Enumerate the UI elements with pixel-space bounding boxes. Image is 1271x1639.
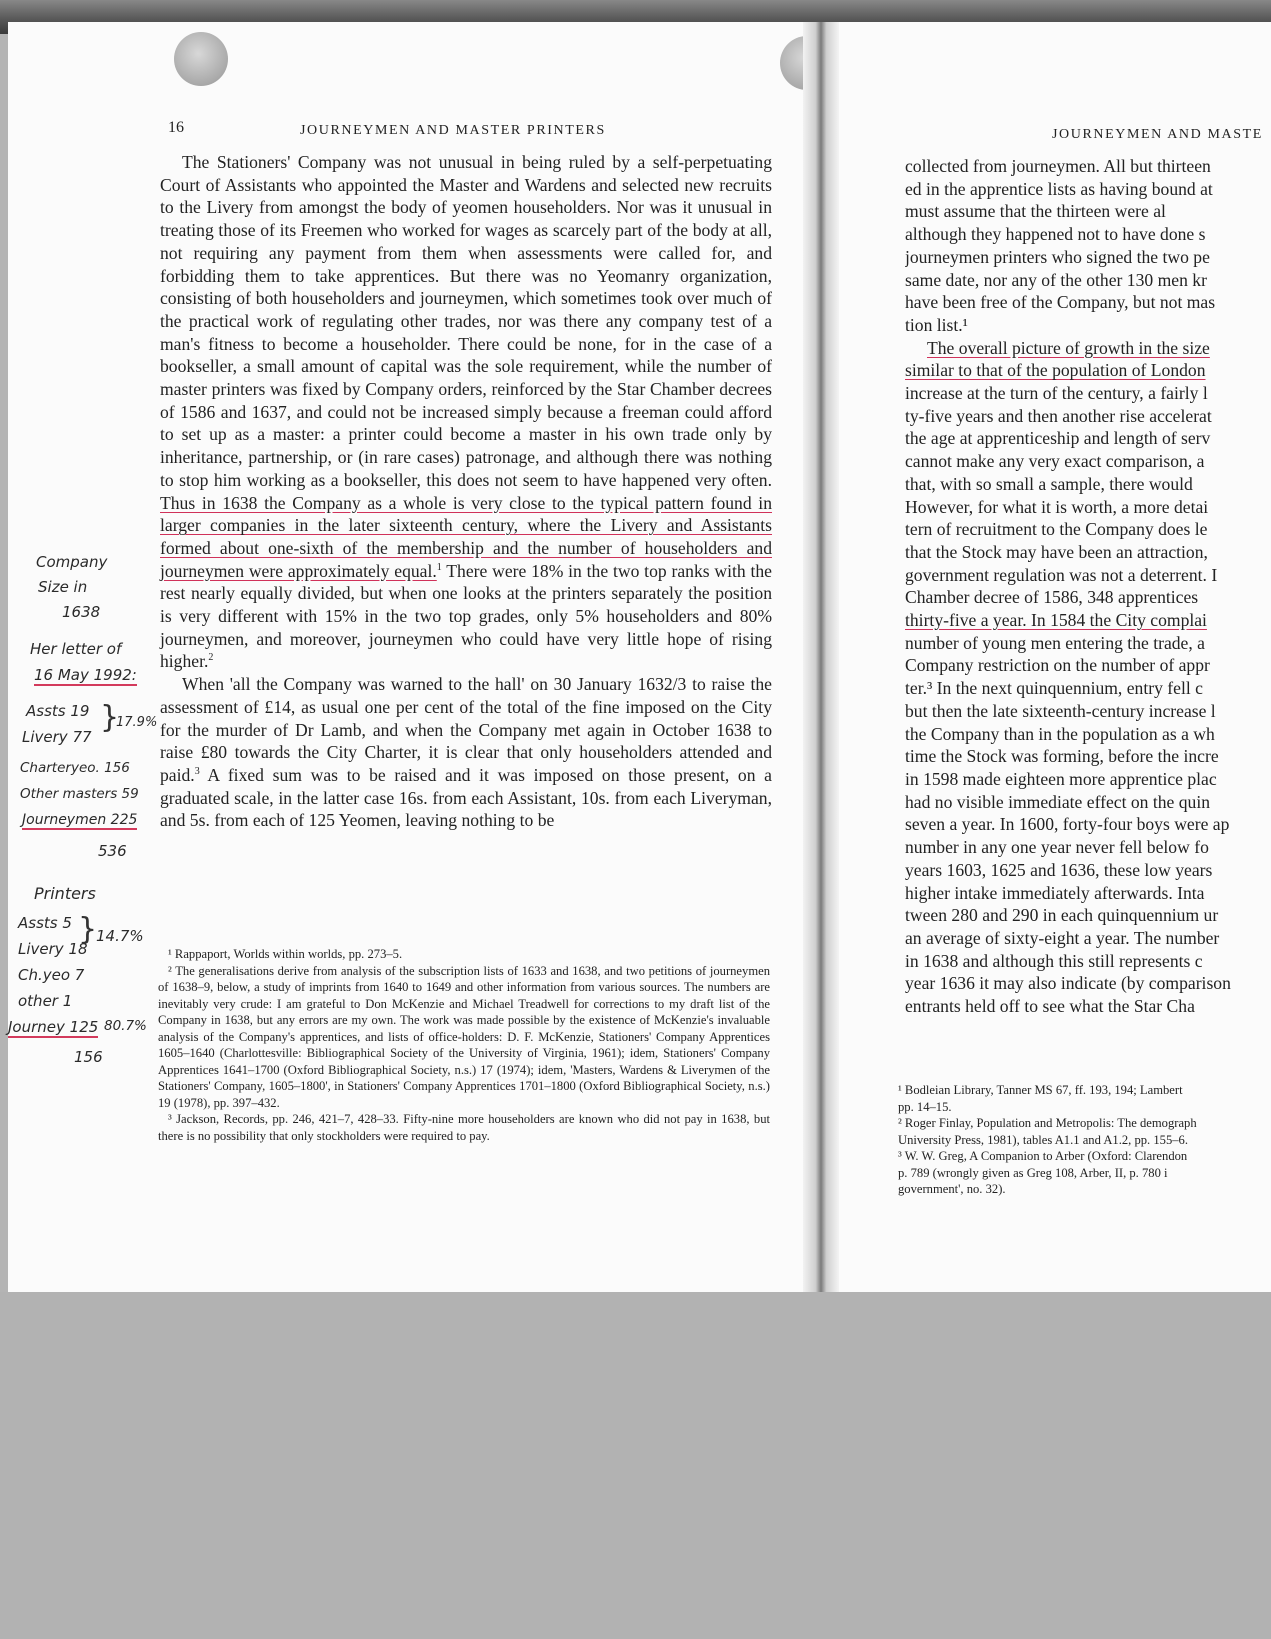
margin-note-charteryeo: Charteryeo. 156 (20, 760, 130, 776)
right-line: government regulation was not a deterrent. I (905, 564, 1218, 585)
right-line: had no visible immediate effect on the quin (905, 791, 1211, 812)
paragraph-2 (160, 673, 772, 832)
margin-note-livery: Livery 77 (22, 728, 92, 746)
underlined-passage: Thus in 1638 the Company as a whole is very close to the typical pattern found in larger companies in the later sixteenth century, where the Livery and Assistants formed about one-sixth of the membership and the number of householders and journeymen were approximately equal. (160, 492, 772, 581)
running-head-right: JOURNEYMEN AND MASTE (1052, 127, 1263, 142)
footnote-ref-2: 2 (208, 652, 214, 664)
right-line: have been free of the Company, but not mas (905, 292, 1216, 313)
right-line: that the Stock may have been an attraction, (905, 541, 1208, 562)
right-line: Company restriction on the number of appr (905, 655, 1210, 676)
right-line: ed in the apprentice lists as having bound at (905, 178, 1213, 199)
margin-note-printers-pct: 14.7% (96, 927, 144, 945)
right-body-text (905, 155, 1271, 1018)
right-line: time the Stock was forming, before the incre (905, 746, 1219, 767)
right-line: higher intake immediately afterwards. Inta (905, 882, 1205, 903)
paragraph-2-text: When 'all the Company was warned to the hall' on 30 January 1632/3 to raise the assessment of £14, as usual one per cent of the total of the fine imposed on the City for the murder of Dr Lamb, and when the Company met again in October 1638 to raise £80 towards the City Charter, it is clear that only householders attended and paid. (160, 674, 772, 785)
margin-note-other-masters: Other masters 59 (20, 786, 139, 802)
right-line: ter.³ In the next quinquennium, entry fell c (905, 678, 1203, 699)
right-line-underlined: similar to that of the population of London (905, 360, 1206, 381)
right-footnotes (898, 1082, 1271, 1198)
right-line: seven a year. In 1600, forty-four boys were ap (905, 814, 1230, 835)
right-line: tern of recruitment to the Company does le (905, 519, 1208, 540)
footnote-1: ¹ Rappaport, Worlds within worlds, pp. 273–5. (168, 947, 403, 961)
page-number: 16 (168, 119, 184, 136)
right-line: in 1638 and although this still represents c (905, 950, 1203, 971)
margin-note-size-in: Size in (38, 578, 88, 596)
left-footnotes (158, 946, 770, 1144)
right-line: but then the late sixteenth-century increase l (905, 700, 1216, 721)
margin-note-printers-pct2: 80.7% (104, 1018, 147, 1034)
right-line: the age at apprenticeship and length of serv (905, 428, 1211, 449)
right-line: entrants held off to see what the Star Cha (905, 996, 1195, 1017)
right-line: in 1598 made eighteen more apprentice plac (905, 768, 1217, 789)
margin-note-printers-other: other 1 (18, 992, 73, 1010)
margin-note-printers-assts: Assts 5 (18, 914, 72, 932)
paragraph-1-continuation: There were 18% in the two top ranks with the rest nearly equally divided, but when one looks at the printers separately the position is very different with 15% in the two top grades, only 5% householders and 80% journeymen, and moreover, journeymen who could have very little hope of rising higher. (160, 560, 772, 672)
paragraph-2-continuation: A fixed sum was to be raised and it was imposed on those present, on a graduated scale, in the latter case 16s. from each Assistant, 10s. from each Liveryman, and 5s. from each of 125 Yeomen, leaving nothing to be (160, 764, 772, 831)
left-body-text (160, 151, 772, 832)
right-footnote-line: ² Roger Finlay, Population and Metropolis: The demograph (898, 1116, 1197, 1130)
margin-note-company-pct: 17.9% (116, 715, 158, 730)
footnote-2: ² The generalisations derive from analysis of the subscription lists of 1633 and 1638, and two petitions of journeymen of 1638–9, below, a study of imprints from 1640 to 1649 and other information from various sources. The numbers are inevitably very crude: I am grateful to Don McKenzie and Michael Treadwell for corrections to my draft list of the Company in 1638, but any errors are my own. The work was made possible by the existence of McKenzie's invaluable analysis of the Company's apprentices, and lists of office-holders: D. F. McKenzie, Stationers' Company Apprentices 1605–1640 (Charlottesville: Bibliographical Society of the University of Virginia, 1961); idem, Stationers' Company Apprentices 1641–1700 (Oxford Bibliographical Society, n.s.) 17 (1974); idem, 'Masters, Wardens & Liverymen of the Stationers' Company, 1605–1800', in Stationers' Company Apprentices 1701–1800 (Oxford Bibliographical Society, n.s.) 19 (1978), pp. 397–432. (158, 963, 770, 1110)
right-footnote-line: ¹ Bodleian Library, Tanner MS 67, ff. 193, 194; Lambert (898, 1083, 1183, 1097)
margin-note-printers-journey: Journey 125 (8, 1018, 99, 1036)
right-footnote-line: p. 789 (wrongly given as Greg 108, Arber, II, p. 780 i (898, 1165, 1168, 1180)
right-line: Chamber decree of 1586, 348 apprentices (905, 587, 1199, 608)
right-line: the Company than in the population as a wh (905, 723, 1215, 744)
right-line: number of young men entering the trade, a (905, 632, 1205, 653)
right-line: same date, nor any of the other 130 men kr (905, 269, 1207, 290)
right-footnote-line: ³ W. W. Greg, A Companion to Arber (Oxford: Clarendon (898, 1149, 1188, 1163)
margin-note-assts: Assts 19 (26, 702, 90, 720)
paragraph-1-text: The Stationers' Company was not unusual in being ruled by a self-perpetuating Court of Assistants who appointed the Master and Wardens and selected new recruits to the Livery from amongst the body of yeomen householders. Nor was it unusual in treating those of its Freemen who worked for wages as scarcely part of the body at all, not requiring any payment from them when assessments were called for, and forbidding them to take apprentices. But there was no Yeomanry organization, consisting of both householders and journeymen, which sometimes took over much of the practical work of regulating other trades, nor was there any company test of a man's fitness to become a householder. There could be none, for in the case of a bookseller, a small amount of capital was the sole requirement, while the number of master printers was fixed by Company orders, reinforced by the Star Chamber decrees of 1586 and 1637, and could not be increased simply because a freeman could afford to set up as a master: a printer could become a master in his own trade only by inheritance, partnership, or (in rare cases) patronage, and although there was nothing to stop him working as a bookseller, this does not seem to have happened very often. (160, 152, 772, 490)
margin-note-printers-livery: Livery 18 (18, 940, 88, 958)
right-line-underlined: The overall picture of growth in the size (927, 337, 1210, 358)
paragraph-1 (160, 151, 772, 673)
right-line-underlined: thirty-five a year. In 1584 the City complai (905, 610, 1207, 631)
right-line: must assume that the thirteen were al (905, 201, 1166, 222)
right-footnote-line: government', no. 32). (898, 1182, 1006, 1196)
right-line: years 1603, 1625 and 1636, these low years (905, 859, 1213, 880)
margin-note-letter: Her letter of (30, 640, 122, 658)
margin-note-company-total: 536 (98, 842, 127, 860)
right-line: ty-five years and then another rise accelerat (905, 405, 1212, 426)
right-line: an average of sixty-eight a year. The number (905, 927, 1220, 948)
margin-note-company: Company (36, 553, 108, 571)
margin-note-year: 1638 (62, 603, 101, 621)
right-footnote-line: University Press, 1981), tables A1.1 and A1.2, pp. 155–6. (898, 1132, 1188, 1147)
book-gutter (803, 22, 839, 1292)
right-line: tion list.¹ (905, 314, 968, 335)
right-line: number in any one year never fell below fo (905, 837, 1209, 858)
right-line: journeymen printers who signed the two pe (905, 246, 1210, 267)
right-line: increase at the turn of the century, a fairly l (905, 383, 1208, 404)
margin-brace-icon: } (100, 700, 120, 735)
running-head-left: JOURNEYMEN AND MASTER PRINTERS (300, 123, 606, 138)
scanner-bed (0, 1292, 1271, 1639)
margin-note-printers-total: 156 (74, 1048, 103, 1066)
margin-note-journeymen: Journeymen 225 (22, 812, 138, 828)
footnote-ref-3: 3 (194, 766, 200, 778)
right-footnote-line: pp. 14–15. (898, 1099, 952, 1114)
right-line: year 1636 it may also indicate (by comparison (905, 973, 1231, 994)
binder-hole-left (174, 32, 228, 86)
footnote-3: ³ Jackson, Records, pp. 246, 421–7, 428–33. Fifty-nine more householders are known who did not pay in 1638, but there is no possibility that only stockholders were required to pay. (158, 1112, 770, 1143)
right-line: although they happened not to have done s (905, 224, 1206, 245)
margin-note-printers: Printers (34, 884, 96, 903)
right-line: that, with so small a sample, there would (905, 473, 1193, 494)
margin-brace-icon: } (78, 912, 98, 947)
footnote-ref-1: 1 (436, 561, 442, 573)
right-line: However, for what it is worth, a more detai (905, 496, 1209, 517)
right-line: collected from journeymen. All but thirteen (905, 156, 1211, 176)
right-line: cannot make any very exact comparison, a (905, 451, 1205, 472)
margin-note-printers-chyeo: Ch.yeo 7 (18, 966, 85, 984)
right-line: tween 280 and 290 in each quinquennium ur (905, 905, 1219, 926)
margin-note-date: 16 May 1992: (34, 666, 137, 684)
